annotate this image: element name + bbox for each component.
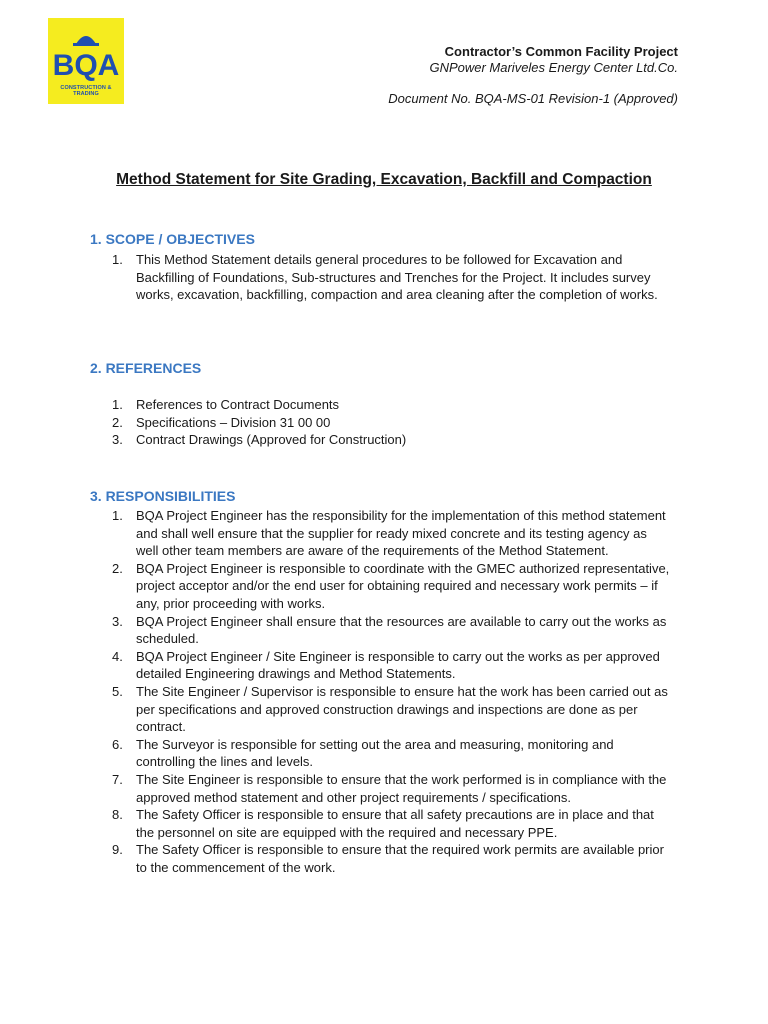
list-number: 6.: [112, 736, 123, 752]
list-text: This Method Statement details general procedures to be followed for Excavation and Backfilling of Foundations, Sub-structures and Trenches for the Project. It includes survey works, excavation, backfilling, compaction and area cleaning after the completion of works.: [136, 252, 658, 303]
company-name: GNPower Mariveles Energy Center Ltd.Co.: [429, 60, 678, 75]
company-logo: [48, 18, 124, 104]
section-heading-references: 2. REFERENCES: [90, 360, 202, 376]
list-number: 2.: [112, 560, 123, 576]
list-item: [90, 613, 670, 648]
list-text: The Safety Officer is responsible to ensure that all safety precautions are in place and that the personnel on site are equipped with the required and necessary PPE.: [136, 807, 654, 840]
list-item: [90, 560, 670, 613]
list-item: [90, 507, 670, 560]
list-number: 7.: [112, 771, 123, 787]
list-item: [90, 431, 670, 449]
scope-list: [90, 251, 670, 304]
list-text: BQA Project Engineer shall ensure that the resources are available to carry out the works as scheduled.: [136, 613, 667, 647]
list-text: BQA Project Engineer has the responsibility for the implementation of this method statement and shall well ensure that the supplier for ready mixed concrete and its testing agency as well other team members are aware of the requirements of the Method Statement.: [136, 508, 666, 559]
list-item: [90, 414, 670, 432]
document-header: [388, 44, 678, 107]
list-item: [90, 771, 670, 806]
list-text: The Site Engineer is responsible to ensure that the work performed is in compliance with the approved method statement and other project requirements / specifications.: [136, 771, 667, 805]
list-number: 9.: [112, 842, 123, 858]
list-item: [90, 806, 670, 841]
list-text: The Safety Officer is responsible to ensure that the required work permits are available prior to the commencement of the work.: [136, 842, 664, 875]
list-number: 3.: [112, 613, 123, 629]
page-title: Method Statement for Site Grading, Excavation, Backfill and Compaction: [116, 171, 652, 188]
list-number: 4.: [112, 648, 123, 664]
list-number: 1.: [112, 252, 123, 267]
list-text: Contract Drawings (Approved for Construction): [136, 432, 407, 448]
list-item: [90, 251, 670, 304]
list-item: [90, 396, 670, 414]
list-text: Specifications – Division 31 00 00: [136, 414, 331, 430]
project-title: Contractor’s Common Facility Project: [444, 44, 678, 59]
list-text: The Surveyor is responsible for setting out the area and measuring, monitoring and controlling the lines and levels.: [136, 736, 614, 770]
list-number: 1.: [112, 397, 123, 412]
list-number: 8.: [112, 807, 123, 823]
list-text: BQA Project Engineer is responsible to coordinate with the GMEC authorized representative, project acceptor and/or the end user for obtaining required and necessary work permits – if any, prior proceeding with works.: [136, 560, 670, 611]
list-number: 2.: [112, 414, 123, 430]
list-number: 5.: [112, 683, 123, 699]
list-item: [90, 648, 670, 683]
logo-subtitle: CONSTRUCTION & TRADING: [60, 85, 112, 97]
list-text: BQA Project Engineer / Site Engineer is responsible to carry out the works as per approved detailed Engineering drawings and Method Statements.: [136, 648, 660, 682]
list-item: [90, 841, 670, 876]
references-list: [90, 396, 670, 449]
logo-letters: BQA: [52, 49, 120, 82]
section-heading-responsibilities: 3. RESPONSIBILITIES: [90, 488, 236, 504]
list-item: [90, 736, 670, 771]
list-text: The Site Engineer / Supervisor is responsible to ensure hat the work has been carried out as per specifications and approved construction drawings and inspections are done as per contract.: [136, 683, 668, 735]
list-text: References to Contract Documents: [136, 397, 340, 412]
section-heading-scope: 1. SCOPE / OBJECTIVES: [90, 231, 255, 247]
document-number: Document No. BQA-MS-01 Revision-1 (Approved): [388, 91, 678, 106]
list-number: 1.: [112, 508, 123, 523]
list-item: [90, 683, 670, 736]
list-number: 3.: [112, 432, 123, 448]
responsibilities-list: [90, 507, 670, 876]
hard-hat-icon: [76, 36, 96, 44]
